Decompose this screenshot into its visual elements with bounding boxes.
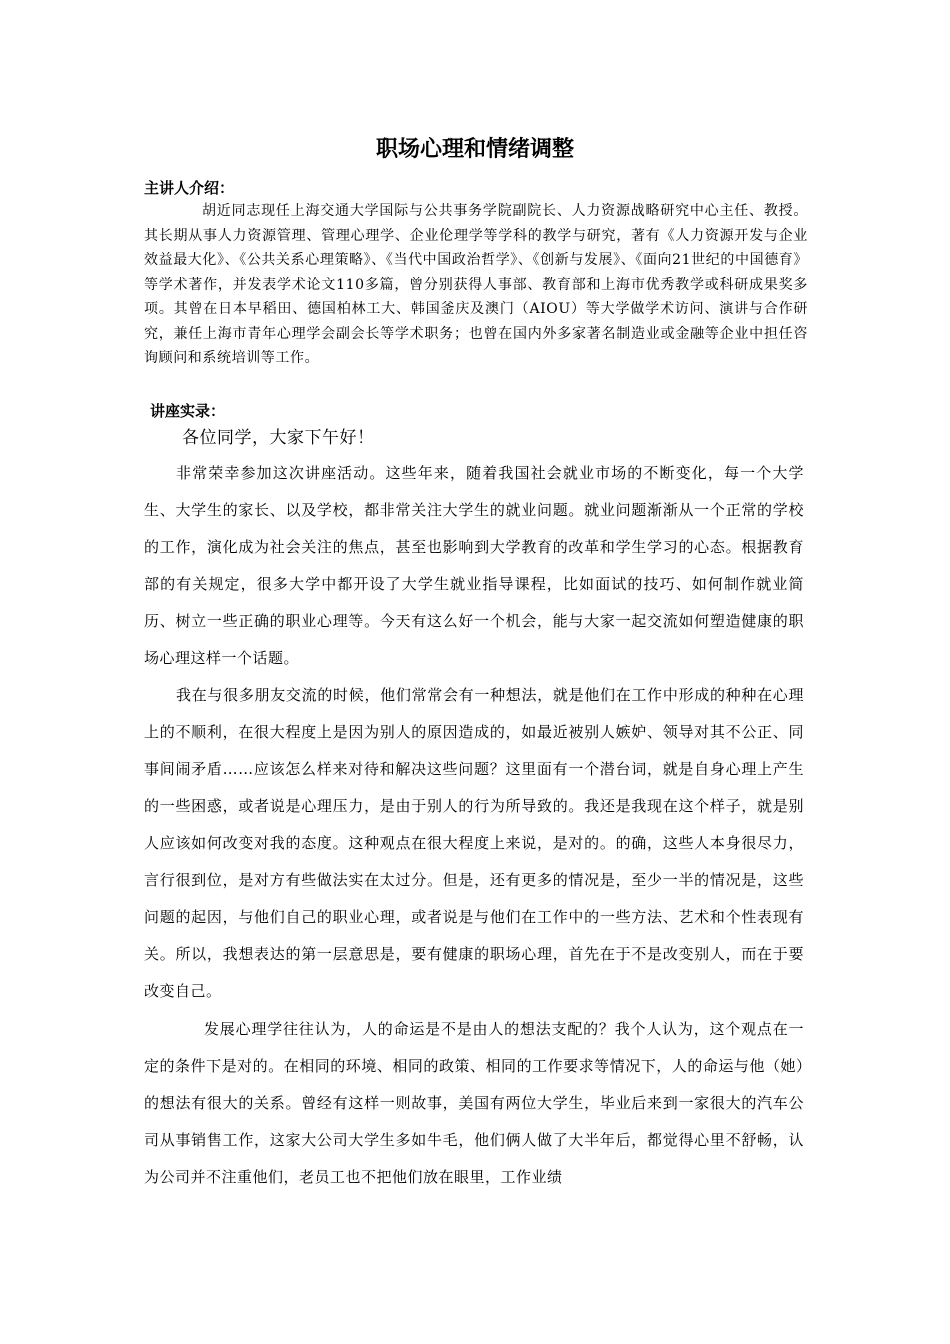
- body-paragraph: 非常荣幸参加这次讲座活动。这些年来，随着我国社会就业市场的不断变化，每一个大学生、大学生的家长、以及学校，都非常关注大学生的就业问题。就业问题渐渐从一个正常的学校的工作，演化成为社会关注的焦点，甚至也影响到大学教育的改革和学生学习的心态。根据教育部的有关规定，很多大学中都开设了大学生就业指导课程，比如面试的技巧、如何制作就业简历、树立一些正确的职业心理等。今天有这么好一个机会，能与大家一起交流如何塑造健康的职场心理这样一个话题。: [144, 464, 804, 667]
- greeting-line: 各位同学，大家下午好！: [182, 428, 375, 448]
- document-title: 职场心理和情绪调整: [375, 137, 574, 162]
- speaker-intro-heading: 主讲人介绍：: [144, 179, 235, 197]
- body-paragraph: 我在与很多朋友交流的时候，他们常常会有一种想法，就是他们在工作中形成的种种在心理上的不顺利，在很大程度上是因为别人的原因造成的，如最近被别人嫉妒、领导对其不公正、同事间闹矛盾……应该怎么样来对待和解决这些问题？这里面有一个潜台词，就是自身心理上产生的一些困惑，或者说是心理压力，是由于别人的行为所导致的。我还是我现在这个样子，就是别人应该如何改变对我的态度。这种观点在很大程度上来说，是对的。的确，这些人本身很尽力，言行很到位，是对方有些做法实在太过分。但是，还有更多的情况是，至少一半的情况是，这些问题的起因，与他们自己的职业心理，或者说是与他们在工作中的一些方法、艺术和个性表现有关。所以，我想表达的第一层意思是，要有健康的职场心理，首先在于不是改变别人，而在于要改变自己。: [144, 686, 804, 1000]
- lecture-record-heading: 讲座实录：: [150, 402, 226, 420]
- speaker-intro-paragraph: 胡近同志现任上海交通大学国际与公共事务学院副院长、人力资源战略研究中心主任、教授。其长期从事人力资源管理、管理心理学、企业伦理学等学科的教学与研究，著有《人力资源开发与企业效益最大化》、《公共关系心理策略》、《当代中国政治哲学》、《创新与发展》、《面向21世纪的中国德育》等学术著作，并发表学术论文110多篇，曾分别获得人事部、教育部和上海市优秀教学或科研成果奖多项。其曾在日本早稻田、德国柏林工大、韩国釜庆及澳门（AIOU）等大学做学术访问、演讲与合作研究，兼任上海市青年心理学会副会长等学术职务；也曾在国内外多家著名制造业或金融等企业中担任咨询顾问和系统培训等工作。: [144, 203, 808, 366]
- body-paragraph: 发展心理学往往认为，人的命运是不是由人的想法支配的？我个人认为，这个观点在一定的条件下是对的。在相同的环境、相同的政策、相同的工作要求等情况下，人的命运与他（她）的想法有很大的关系。曾经有这样一则故事，美国有两位大学生，毕业后来到一家很大的汽车公司从事销售工作，这家大公司大学生多如牛毛，他们俩人做了大半年后，都觉得心里不舒畅，认为公司并不注重他们，老员工也不把他们放在眼里，工作业绩: [144, 1020, 804, 1186]
